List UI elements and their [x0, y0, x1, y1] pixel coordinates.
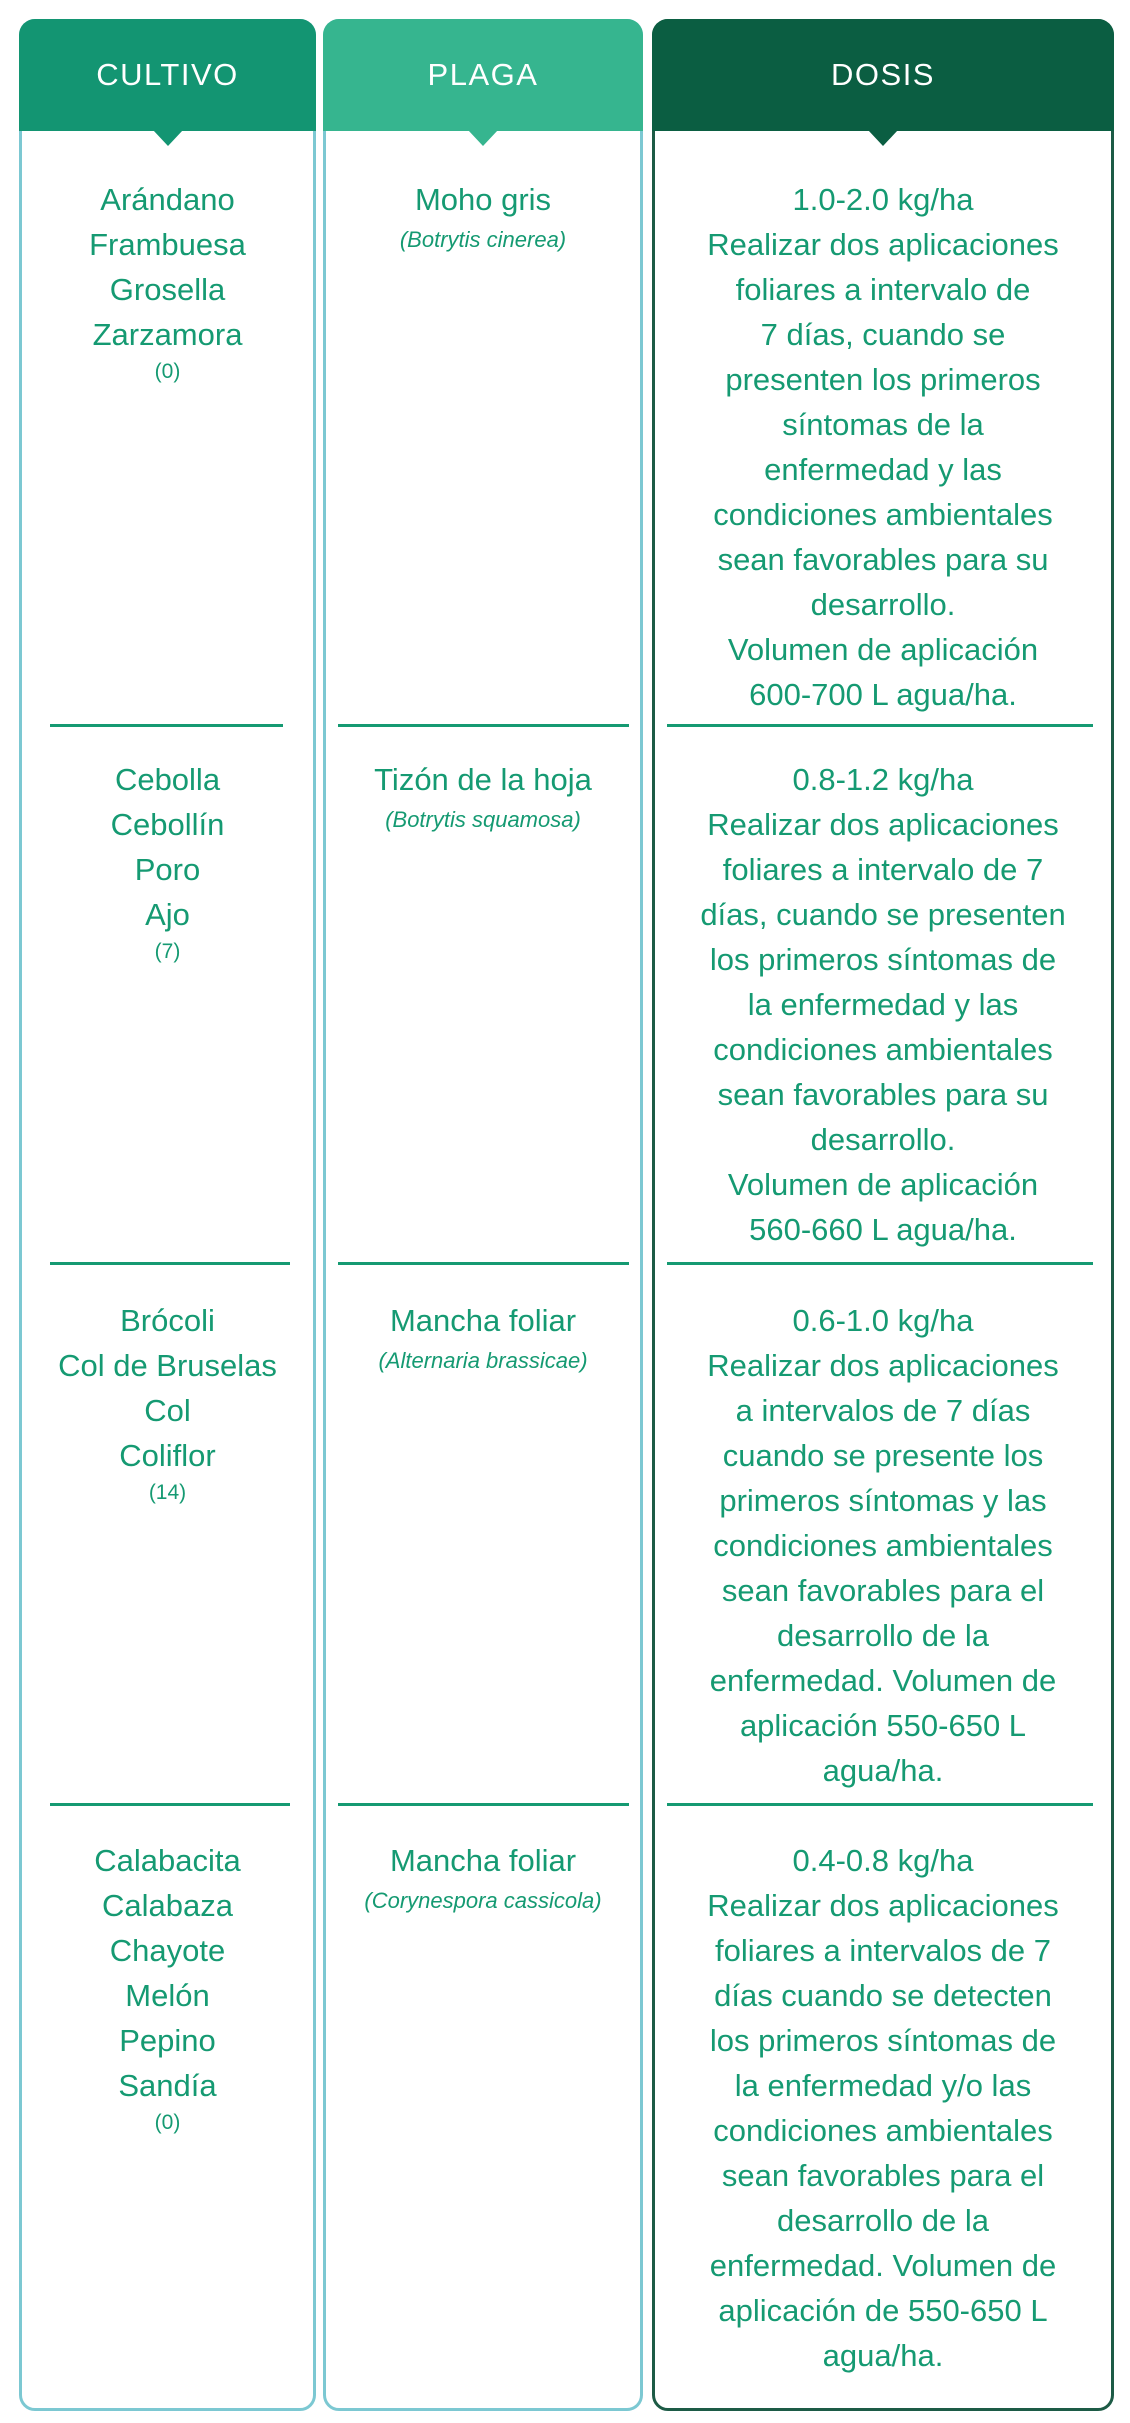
cultivo-name: Pepino [119, 2023, 216, 2058]
dosis-text: 7 días, cuando se [760, 317, 1006, 352]
dosis-text: Volumen de aplicación [727, 1167, 1039, 1202]
row-divider [667, 724, 1093, 727]
plaga-name: Moho gris [414, 182, 552, 217]
cultivo-name: Poro [134, 852, 201, 887]
dosis-text: los primeros síntomas de [709, 942, 1057, 977]
cultivo-interval: (0) [154, 360, 181, 383]
cultivo-name: Coliflor [119, 1438, 216, 1473]
dosis-text: agua/ha. [822, 2338, 944, 2373]
dosis-text: condiciones ambientales [713, 2113, 1053, 2148]
cultivo-name: Chayote [109, 1933, 226, 1968]
cultivo-name: Calabacita [94, 1843, 241, 1878]
row-divider [338, 1262, 629, 1265]
cultivo-name: Sandía [118, 2068, 217, 2103]
dosis-text: sean favorables para su [717, 542, 1049, 577]
dosis-text: sean favorables para el [721, 1573, 1045, 1608]
row-divider [50, 724, 283, 727]
row-divider [667, 1262, 1093, 1265]
column-plaga [323, 19, 643, 2411]
cultivo-interval: (14) [148, 1481, 187, 1504]
plaga-cell-2 [326, 757, 640, 838]
row-divider [338, 724, 629, 727]
dosis-text: a intervalos de 7 días [735, 1393, 1031, 1428]
dosis-text: desarrollo. [810, 1122, 956, 1157]
dosis-rate: 0.8-1.2 kg/ha [792, 762, 974, 797]
dosis-text: sean favorables para su [717, 1077, 1049, 1112]
dosis-rate: 0.4-0.8 kg/ha [792, 1843, 974, 1878]
header-dosis [652, 19, 1114, 131]
cultivo-name: Ajo [145, 897, 190, 932]
dosis-text: sean favorables para el [721, 2158, 1045, 2193]
cultivo-name: Arándano [100, 182, 235, 217]
cultivo-interval: (0) [154, 2111, 181, 2134]
dosis-text: Realizar dos aplicaciones [707, 807, 1059, 842]
cultivo-name: Frambuesa [89, 227, 246, 262]
dosis-text: cuando se presente los [722, 1438, 1044, 1473]
dosis-text: foliares a intervalo de 7 [722, 852, 1044, 887]
dosis-text: la enfermedad y/o las [734, 2068, 1032, 2103]
dosis-text: aplicación 550-650 L [739, 1708, 1027, 1743]
row-divider [338, 1803, 629, 1806]
dosis-text: enfermedad. Volumen de [709, 1663, 1057, 1698]
dosis-text: presenten los primeros [725, 362, 1041, 397]
header-cultivo [19, 19, 316, 131]
dosis-text: foliares a intervalos de 7 [714, 1933, 1052, 1968]
dosis-text: enfermedad. Volumen de [709, 2248, 1057, 2283]
dosis-text: 600-700 L agua/ha. [749, 677, 1017, 712]
dosis-text: la enfermedad y las [747, 987, 1019, 1022]
dosis-text: días, cuando se presenten [700, 897, 1066, 932]
cultivo-interval: (7) [154, 940, 181, 963]
plaga-name: Mancha foliar [389, 1303, 577, 1338]
dosis-text: primeros síntomas y las [719, 1483, 1047, 1518]
dosis-text: Realizar dos aplicaciones [707, 1888, 1059, 1923]
dosis-text: los primeros síntomas de [709, 2023, 1057, 2058]
dosis-text: enfermedad y las [764, 452, 1002, 487]
dosis-text: agua/ha. [822, 1753, 944, 1788]
header-dosis-label: DOSIS [831, 57, 935, 92]
row-divider [667, 1803, 1093, 1806]
cultivo-name: Calabaza [102, 1888, 233, 1923]
dosis-text: síntomas de la [782, 407, 984, 442]
plaga-name: Tizón de la hoja [374, 762, 592, 797]
plaga-scientific-name: (Botrytis squamosa) [385, 807, 581, 832]
dosis-text: días cuando se detecten [714, 1978, 1052, 2013]
dosis-rate: 0.6-1.0 kg/ha [792, 1303, 974, 1338]
dosis-cell-2 [655, 757, 1111, 1252]
dosis-text: Volumen de aplicación [727, 632, 1039, 667]
column-cultivo [19, 19, 316, 2411]
dosis-text: aplicación de 550-650 L [718, 2293, 1048, 2328]
header-plaga-label: PLAGA [427, 57, 539, 92]
cultivo-name: Col de Bruselas [58, 1348, 277, 1383]
header-cultivo-label: CULTIVO [96, 57, 239, 92]
cultivo-name: Melón [125, 1978, 210, 2013]
dosis-text: Realizar dos aplicaciones [707, 1348, 1059, 1383]
cultivo-name: Grosella [109, 272, 226, 307]
cultivo-name: Cebolla [114, 762, 221, 797]
plaga-name: Mancha foliar [389, 1843, 577, 1878]
dosis-text: Realizar dos aplicaciones [707, 227, 1059, 262]
cultivo-name: Cebollín [110, 807, 225, 842]
dosis-text: desarrollo de la [777, 2203, 989, 2238]
dosis-text: foliares a intervalo de [735, 272, 1031, 307]
dosis-cell-3 [655, 1298, 1111, 1793]
dosis-cell-1 [655, 177, 1111, 717]
row-divider [50, 1262, 290, 1265]
plaga-cell-4 [326, 1838, 640, 1919]
cultivo-cell-1 [22, 177, 313, 387]
dosis-text: desarrollo de la [777, 1618, 989, 1653]
plaga-scientific-name: (Alternaria brassicae) [378, 1348, 588, 1373]
plaga-scientific-name: (Botrytis cinerea) [399, 227, 567, 252]
dosis-text: condiciones ambientales [713, 497, 1053, 532]
dosis-text: condiciones ambientales [713, 1528, 1053, 1563]
plaga-scientific-name: (Corynespora cassicola) [364, 1888, 602, 1913]
cultivo-name: Zarzamora [92, 317, 243, 352]
dosis-rate: 1.0-2.0 kg/ha [792, 182, 974, 217]
plaga-cell-1 [326, 177, 640, 258]
row-divider [50, 1803, 290, 1806]
plaga-cell-3 [326, 1298, 640, 1379]
cultivo-cell-3 [22, 1298, 313, 1508]
column-dosis [652, 19, 1114, 2411]
dosis-text: 560-660 L agua/ha. [749, 1212, 1017, 1247]
dosis-cell-4 [655, 1838, 1111, 2378]
cultivo-name: Col [144, 1393, 191, 1428]
dosis-text: condiciones ambientales [713, 1032, 1053, 1067]
header-plaga [323, 19, 643, 131]
dosis-text: desarrollo. [810, 587, 956, 622]
cultivo-name: Brócoli [120, 1303, 215, 1338]
cultivo-cell-2 [22, 757, 313, 967]
cultivo-cell-4 [22, 1838, 313, 2138]
